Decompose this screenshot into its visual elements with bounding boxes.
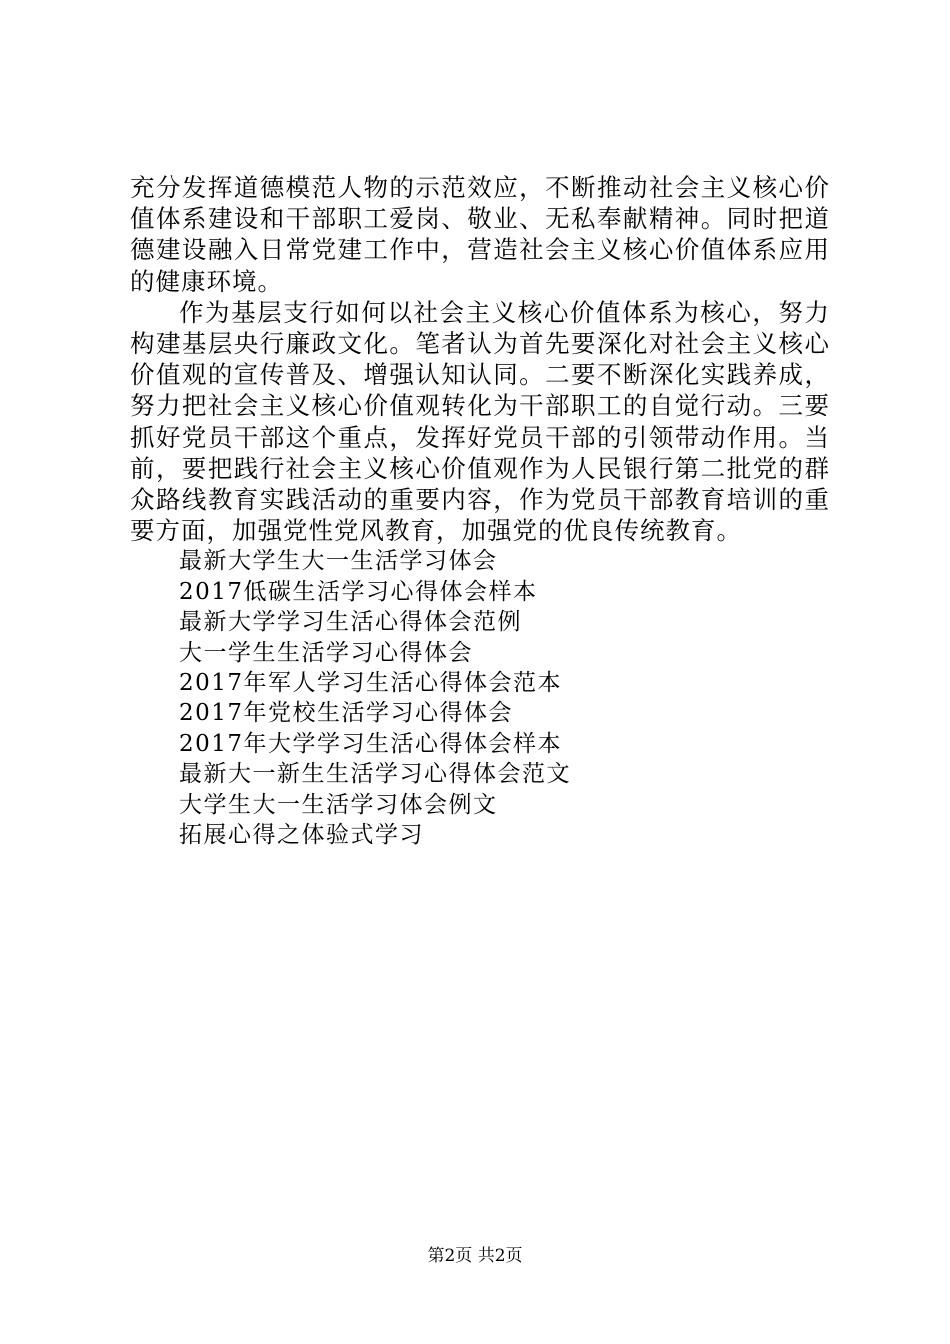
- page-number-footer: 第2页 共2页: [427, 1246, 523, 1266]
- related-article-link[interactable]: 2017低碳生活学习心得体会样本: [179, 578, 538, 605]
- related-article-link[interactable]: 大一学生生活学习心得体会: [179, 639, 473, 666]
- body-paragraph-1: 充分发挥道德模范人物的示范效应，不断推动社会主义核心价值体系建设和干部职工爱岗、敬业、无私奉献精神。同时把道德建设融入日常党建工作中，营造社会主义核心价值体系应用的健康环境。: [130, 173, 830, 296]
- related-article-link[interactable]: 最新大学生大一生活学习体会: [179, 548, 498, 575]
- document-body: [130, 172, 830, 851]
- related-article-link[interactable]: 拓展心得之体验式学习: [179, 822, 424, 849]
- related-article-link[interactable]: 2017年大学学习生活心得体会样本: [179, 730, 563, 757]
- related-articles-list: [130, 546, 830, 850]
- related-article-link[interactable]: 2017年党校生活学习心得体会: [179, 700, 514, 727]
- related-article-link[interactable]: 2017年军人学习生活心得体会范本: [179, 670, 563, 697]
- related-article-link[interactable]: 最新大一新生生活学习心得体会范文: [179, 761, 571, 788]
- related-article-link[interactable]: 大学生大一生活学习体会例文: [179, 791, 498, 818]
- body-paragraph-2: 作为基层支行如何以社会主义核心价值体系为核心，努力构建基层央行廉政文化。笔者认为首先要深化对社会主义核心价值观的宣传普及、增强认知认同。二要不断深化实践养成，努力把社会主义核心价值观转化为干部职工的自觉行动。三要抓好党员干部这个重点，发挥好党员干部的引领带动作用。当前，要把践行社会主义核心价值观作为人民银行第二批党的群众路线教育实践活动的重要内容，作为党员干部教育培训的重要方面，加强党性党风教育，加强党的优良传统教育。: [130, 297, 830, 546]
- related-article-link[interactable]: 最新大学学习生活心得体会范例: [179, 609, 522, 636]
